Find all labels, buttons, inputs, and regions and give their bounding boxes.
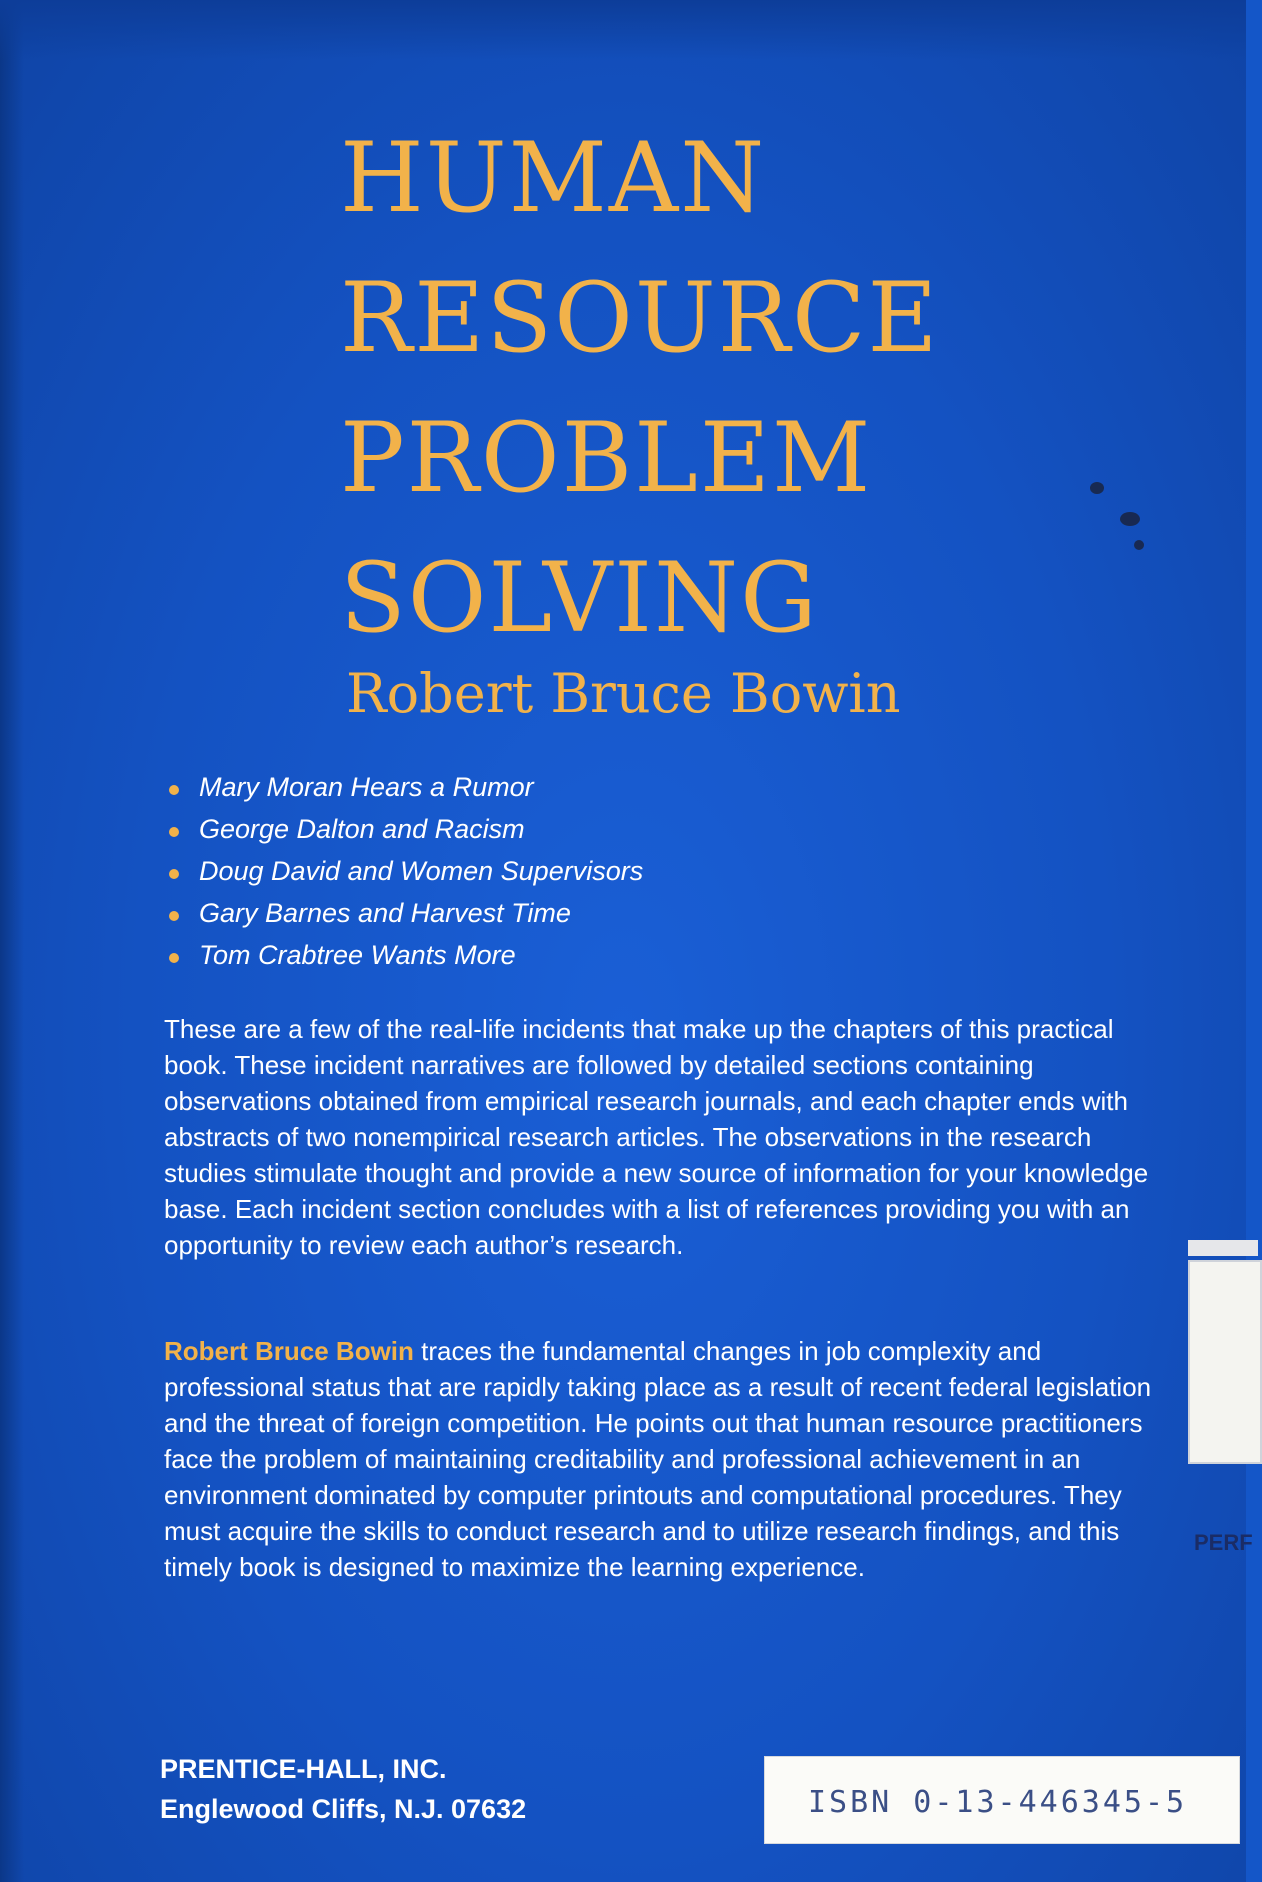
publisher-address: Englewood Cliffs, N.J. 07632	[160, 1794, 527, 1824]
bullet-icon	[169, 827, 179, 837]
sticker-text: PERF	[1194, 1530, 1253, 1555]
list-item: Mary Moran Hears a Rumor	[165, 772, 643, 814]
author-bio-text: traces the fundamental changes in job complexity and professional status that are rapidly taking place as a result of recent federal legislation and the threat of foreign competition. He points out that human resource practitioners face the problem of maintaining creditability and professional achievement in an environment dominated by computer printouts and computational procedures. They must acquire the skills to conduct research and to utilize research findings, and this timely book is designed to maximize the learning experience.	[164, 1336, 1152, 1582]
author-inline-name: Robert Bruce Bowin	[164, 1336, 414, 1366]
title-line-2: RESOURCE	[340, 262, 940, 374]
publisher-name: PRENTICE-HALL, INC.	[160, 1754, 447, 1784]
bullet-icon	[169, 869, 179, 879]
book-title	[340, 108, 1020, 668]
cover-stain	[1134, 540, 1144, 550]
bullet-icon	[169, 911, 179, 921]
list-item: Doug David and Women Supervisors	[165, 856, 643, 898]
isbn-number: ISBN 0-13-446345-5	[808, 1785, 1188, 1820]
cover-stain	[1120, 512, 1140, 526]
list-item: Gary Barnes and Harvest Time	[165, 898, 643, 940]
title-line-1: HUMAN	[340, 122, 767, 234]
publisher-block	[160, 1749, 526, 1829]
incident-list	[165, 772, 643, 982]
author-name: Robert Bruce Bowin	[346, 662, 901, 725]
bullet-icon	[169, 953, 179, 963]
description-paragraph: These are a few of the real-life incidents that make up the chapters of this practical book. These incident narratives are followed by detailed sections containing observations obtained from empirical research journals, and each chapter ends with abstracts of two nonempirical research articles. The observations in the research studies stimulate thought and provide a new source of information for your knowledge base. Each incident section concludes with a list of references providing you with an opportunity to review each author’s research.	[164, 1014, 1149, 1260]
bullet-icon	[169, 785, 179, 795]
cover-stain	[1090, 482, 1104, 494]
list-item: Tom Crabtree Wants More	[165, 940, 643, 982]
author-bio-paragraph	[164, 1333, 1154, 1585]
spine-shadow	[0, 0, 24, 1882]
title-line-4: SOLVING	[340, 542, 819, 654]
title-line-3: PROBLEM	[340, 402, 873, 514]
top-edge-shadow	[0, 0, 1246, 60]
library-sticker-edge	[1188, 1240, 1258, 1256]
list-item: George Dalton and Racism	[165, 814, 643, 856]
library-sticker	[1188, 1260, 1262, 1464]
